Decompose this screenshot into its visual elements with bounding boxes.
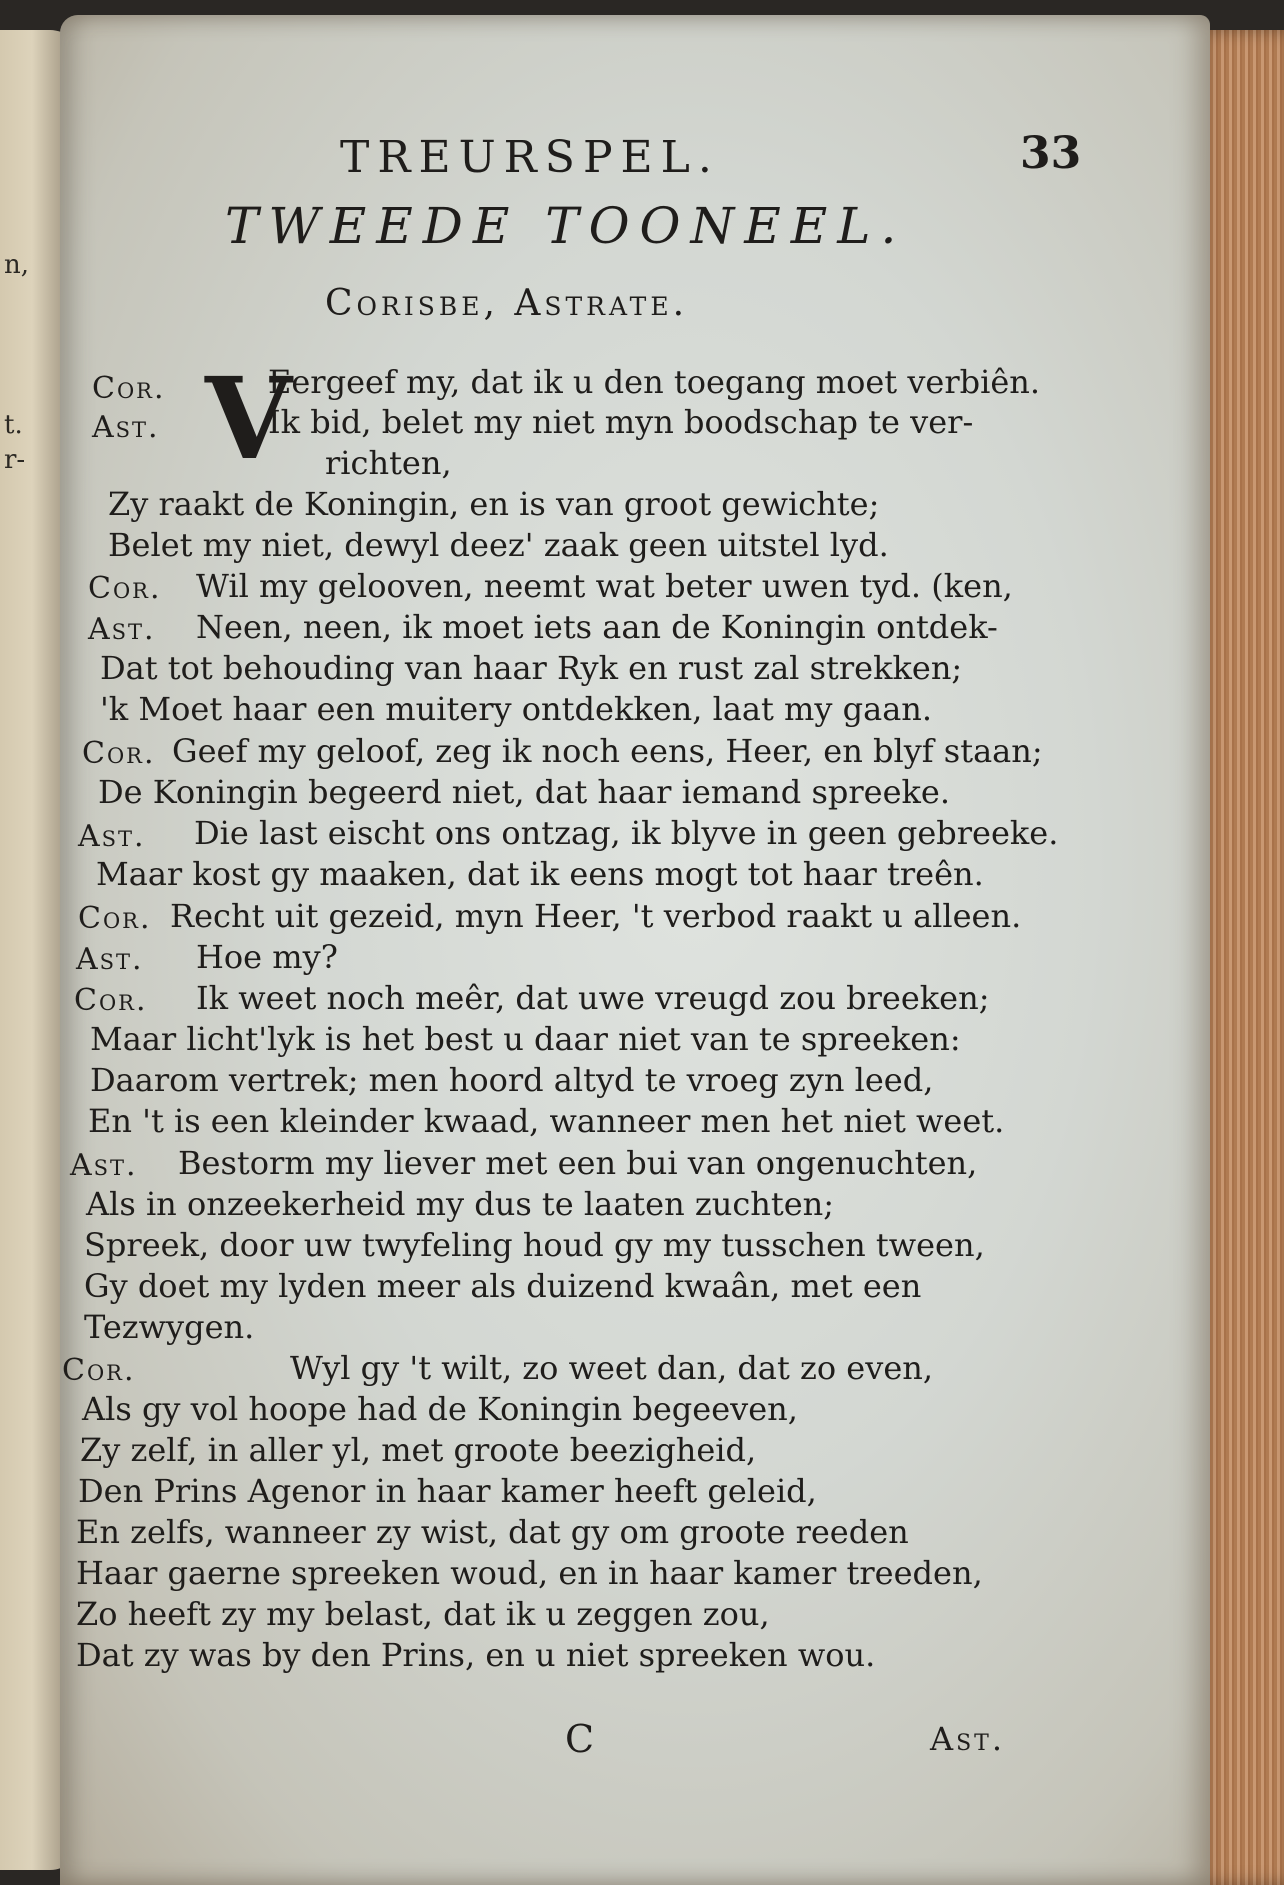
verse-line: 'k Moet haar een muitery ontdekken, laat my gaan.	[100, 690, 933, 728]
verse-line: Eergeef my, dat ik u den toegang moet verbiên.	[268, 363, 1041, 401]
page-number: 33	[1020, 128, 1082, 179]
verse-line: Recht uit gezeid, myn Heer, 't verbod raakt u alleen.	[170, 897, 1022, 935]
catchword: Ast.	[930, 1720, 1006, 1758]
verse-line: Belet my niet, dewyl deez' zaak geen uitstel lyd.	[108, 526, 889, 564]
drop-cap: V	[205, 354, 292, 485]
verse-line: Hoe my?	[196, 938, 338, 976]
verse-line: richten,	[325, 444, 452, 482]
speaker-label: Ast.	[78, 819, 146, 854]
verse-line: Zy zelf, in aller yl, met groote beezigheid,	[80, 1431, 757, 1469]
verse-line: Dat zy was by den Prins, en u niet spreeken wou.	[76, 1636, 876, 1674]
scene-characters: Corisbe, Astrate.	[325, 283, 689, 324]
verse-line: Bestorm my liever met een bui van ongenuchten,	[178, 1144, 978, 1182]
speaker-label: Ast.	[70, 1148, 138, 1183]
speaker-label: Cor.	[92, 371, 166, 406]
left-page-fragment: n,	[4, 250, 30, 280]
speaker-label: Cor.	[74, 983, 148, 1018]
verse-line: Die last eischt ons ontzag, ik blyve in geen gebreeke.	[194, 814, 1059, 852]
verse-line: Wyl gy 't wilt, zo weet dan, dat zo even,	[290, 1349, 934, 1387]
verse-line: Dat tot behouding van haar Ryk en rust zal strekken;	[100, 649, 963, 687]
verse-line: Neen, neen, ik moet iets aan de Koningin ontdek-	[196, 608, 998, 646]
verse-line: Ik bid, belet my niet myn boodschap te ver-	[268, 403, 974, 441]
verse-line: Maar kost gy maaken, dat ik eens mogt tot haar treên.	[96, 855, 984, 893]
verse-line: Haar gaerne spreeken woud, en in haar kamer treeden,	[76, 1554, 983, 1592]
speaker-label: Cor.	[88, 571, 162, 606]
verse-line: Daarom vertrek; men hoord altyd te vroeg zyn leed,	[90, 1061, 934, 1099]
verse-line: Wil my gelooven, neemt wat beter uwen tyd. (ken,	[196, 567, 1013, 605]
running-head: TREURSPEL.	[340, 132, 720, 183]
verse-line: Geef my geloof, zeg ik noch eens, Heer, en blyf staan;	[172, 732, 1043, 770]
speaker-label: Cor.	[82, 736, 156, 771]
verse-line: En zelfs, wanneer zy wist, dat gy om groote reeden	[76, 1513, 909, 1551]
signature-mark: C	[565, 1717, 595, 1761]
left-page-fragment: r-	[4, 445, 26, 475]
verse-line: Zy raakt de Koningin, en is van groot gewichte;	[108, 485, 880, 523]
verse-line: Spreek, door uw twyfeling houd gy my tusschen tween,	[84, 1226, 985, 1264]
verse-line: En 't is een kleinder kwaad, wanneer men het niet weet.	[88, 1102, 1005, 1140]
left-page-fragment: t.	[4, 410, 23, 440]
scene-title: TWEEDE TOONEEL.	[225, 197, 907, 255]
verse-line: De Koningin begeerd niet, dat haar iemand spreeke.	[98, 773, 951, 811]
verse-line: Ik weet noch meêr, dat uwe vreugd zou breeken;	[196, 979, 990, 1017]
verse-line: Gy doet my lyden meer als duizend kwaân, met een	[84, 1267, 922, 1305]
speaker-label: Ast.	[92, 410, 160, 445]
verse-line: Zo heeft zy my belast, dat ik u zeggen zou,	[76, 1595, 770, 1633]
speaker-label: Ast.	[88, 612, 156, 647]
speaker-label: Cor.	[62, 1353, 136, 1388]
verse-line: Den Prins Agenor in haar kamer heeft geleid,	[78, 1472, 817, 1510]
verse-line: Als gy vol hoope had de Koningin begeeven,	[82, 1390, 798, 1428]
speaker-label: Cor.	[78, 901, 152, 936]
verse-line: Tezwygen.	[84, 1308, 255, 1346]
verse-line: Als in onzeekerheid my dus te laaten zuchten;	[86, 1185, 835, 1223]
verse-line: Maar licht'lyk is het best u daar niet van te spreeken:	[90, 1020, 961, 1058]
speaker-label: Ast.	[76, 942, 144, 977]
